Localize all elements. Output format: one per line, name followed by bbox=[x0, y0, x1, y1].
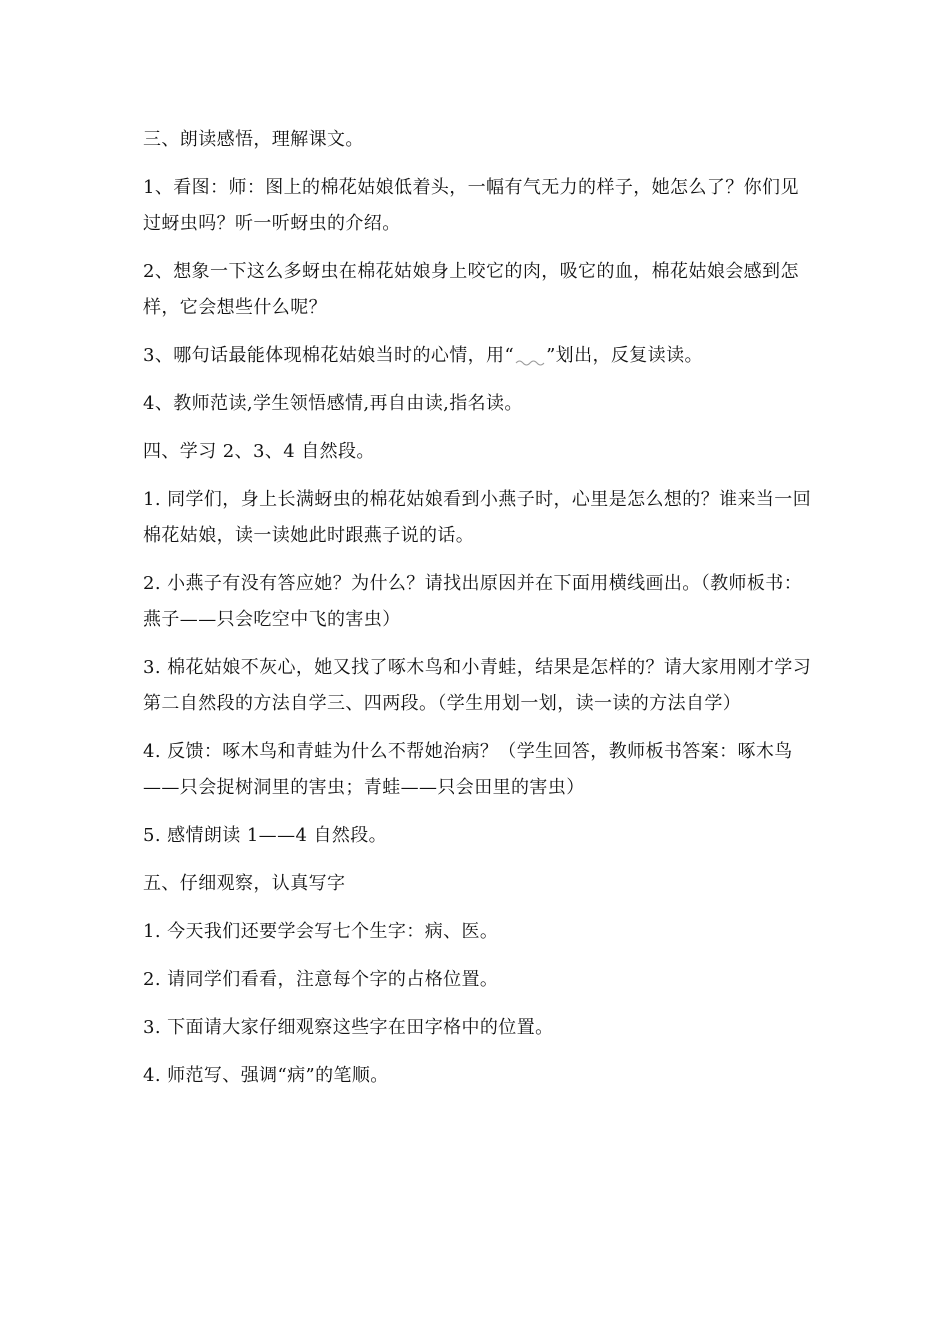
paragraph-4-1: 1. 同学们，身上长满蚜虫的棉花姑娘看到小燕子时，心里是怎么想的？谁来当一回棉花姑娘，读一读她此时跟燕子说的话。 bbox=[143, 489, 812, 546]
paragraph-3-3-part-b: ”划出，反复读读。 bbox=[546, 345, 703, 366]
section-heading-4: 四、学习 2、3、4 自然段。 bbox=[143, 441, 375, 462]
paragraph-4-5: 5. 感情朗读 1——4 自然段。 bbox=[143, 825, 388, 846]
document-page bbox=[143, 122, 813, 1106]
section-heading-5: 五、仔细观察，认真写字 bbox=[143, 873, 346, 894]
paragraph-5-4: 4. 师范写、强调“病”的笔顺。 bbox=[143, 1065, 389, 1086]
paragraph-3-1: 1、看图：师：图上的棉花姑娘低着头，一幅有气无力的样子，她怎么了？你们见过蚜虫吗？听一听蚜虫的介绍。 bbox=[143, 177, 799, 234]
paragraph-3-4: 4、教师范读,学生领悟感情,再自由读,指名读。 bbox=[143, 393, 523, 414]
section-heading-3: 三、朗读感悟，理解课文。 bbox=[143, 129, 364, 150]
wavy-underline-mark bbox=[515, 353, 545, 367]
paragraph-3-2: 2、想象一下这么多蚜虫在棉花姑娘身上咬它的肉，吸它的血，棉花姑娘会感到怎样，它会想些什么呢？ bbox=[143, 261, 799, 318]
paragraph-4-2: 2. 小燕子有没有答应她？为什么？请找出原因并在下面用横线画出。（教师板书：燕子——只会吃空中飞的害虫） bbox=[143, 573, 803, 630]
paragraph-5-3: 3. 下面请大家仔细观察这些字在田字格中的位置。 bbox=[143, 1017, 554, 1038]
paragraph-4-4: 4. 反馈：啄木鸟和青蛙为什么不帮她治病？（学生回答，教师板书答案：啄木鸟——只会捉树洞里的害虫；青蛙——只会田里的害虫） bbox=[143, 741, 793, 798]
paragraph-3-3-part-a: 3、哪句话最能体现棉花姑娘当时的心情，用“ bbox=[143, 345, 515, 366]
paragraph-3-3 bbox=[143, 338, 813, 374]
paragraph-5-1: 1. 今天我们还要学会写七个生字：病、医。 bbox=[143, 921, 499, 942]
paragraph-4-3: 3. 棉花姑娘不灰心，她又找了啄木鸟和小青蛙，结果是怎样的？请大家用刚才学习第二自然段的方法自学三、四两段。（学生用划一划，读一读的方法自学） bbox=[143, 657, 812, 714]
paragraph-5-2: 2. 请同学们看看，注意每个字的占格位置。 bbox=[143, 969, 499, 990]
